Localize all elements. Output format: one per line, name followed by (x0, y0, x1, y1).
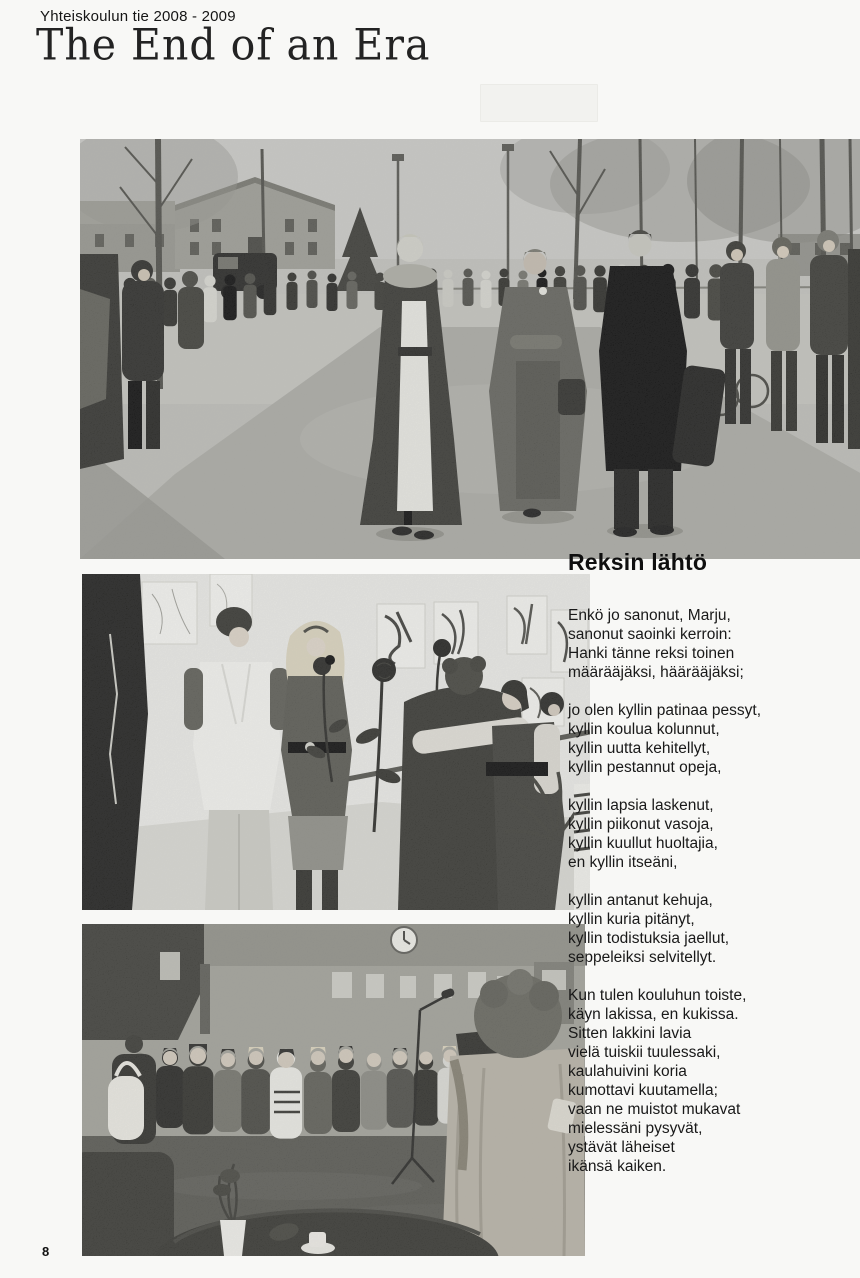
poem-line: käyn lakissa, en kukissa. (568, 1006, 739, 1023)
poem-stanza (568, 796, 852, 872)
poem-line: kyllin kuria pitänyt, (568, 911, 695, 928)
poem-line: kyllin koulua kolunnut, (568, 721, 720, 738)
poem-line: jo olen kyllin patinaa pessyt, (568, 702, 762, 719)
poem-line: vielä tuiskii tuulessaki, (568, 1044, 721, 1061)
poem-line: kyllin kuullut huoltajia, (568, 835, 718, 852)
poem-title: Reksin lähtö (568, 549, 708, 575)
poem-stanza (568, 701, 852, 777)
poem-stanza (568, 606, 852, 682)
poem-line: en kyllin itseäni, (568, 854, 678, 871)
poem-line: Kun tulen kouluhun toiste, (568, 987, 747, 1004)
poem-line: Hanki tänne reksi toinen (568, 645, 735, 662)
photo-choir-performance (82, 924, 585, 1256)
photo-farewell-hug (82, 574, 590, 910)
print-bleed-artifact (480, 84, 598, 122)
photo-winter-procession (80, 139, 860, 559)
photo-farewell-hug-image (82, 574, 590, 910)
poem-line: kyllin lapsia laskenut, (568, 797, 714, 814)
poem-line: kyllin piikonut vasoja, (568, 816, 714, 833)
poem-line: ystävät läheiset (568, 1139, 675, 1156)
poem-line: kyllin todistuksia jaellut, (568, 930, 730, 947)
page-header: Yhteiskoulun tie 2008 - 2009 (40, 8, 236, 25)
poem-column (568, 549, 852, 1195)
poem-line: ikänsä kaiken. (568, 1158, 667, 1175)
poem-line: sanonut saoinki kerroin: (568, 626, 732, 643)
poem-line: Enkö jo sanonut, Marju, (568, 607, 731, 624)
poem-line: kumottavi kuutamella; (568, 1082, 718, 1099)
photo-winter-procession-image (80, 139, 860, 559)
poem-line: vaan ne muistot mukavat (568, 1101, 741, 1118)
poem-stanza (568, 986, 852, 1176)
poem-line: määrääjäksi, häärääjäksi; (568, 664, 744, 681)
poem-line: kyllin antanut kehuja, (568, 892, 713, 909)
poem-line: kyllin pestannut opeja, (568, 759, 722, 776)
poem-line: Sitten lakkini lavia (568, 1025, 692, 1042)
page-title: The End of an Era (36, 20, 431, 70)
poem-line: kyllin uutta kehitellyt, (568, 740, 711, 757)
photo-choir-performance-image (82, 924, 585, 1256)
poem-stanza (568, 891, 852, 967)
page-number: 8 (42, 1244, 50, 1259)
poem-line: kaulahuivini koria (568, 1063, 687, 1080)
poem-line: seppeleiksi selvitellyt. (568, 949, 717, 966)
poem-line: mielessäni pysyvät, (568, 1120, 703, 1137)
